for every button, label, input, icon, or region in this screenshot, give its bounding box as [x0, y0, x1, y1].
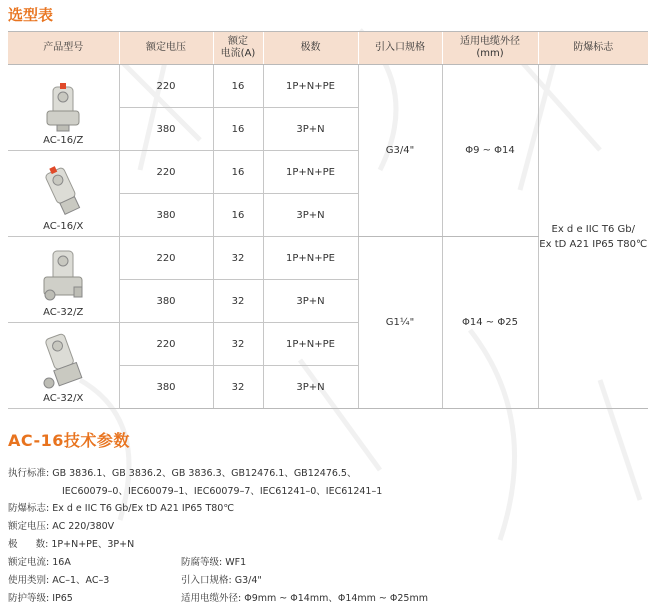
product-model-label: AC-16/Z — [43, 135, 84, 146]
entry-cell-16: G3/4" — [358, 65, 442, 237]
voltage-cell: 220 — [119, 151, 213, 194]
spec-section-title: AC-16技术参数 — [8, 431, 130, 450]
spec-ex-mark — [8, 500, 234, 514]
poles-cell: 1P+N+PE — [263, 323, 358, 366]
spec-value: AC 220/380V — [52, 521, 115, 532]
socket-product-image — [39, 331, 87, 391]
spec-label: 使用类别: — [8, 575, 50, 586]
poles-cell: 1P+N+PE — [263, 237, 358, 280]
entry-cell-32: G1¼" — [358, 237, 442, 409]
spec-value: Φ9mm ~ Φ14mm、Φ14mm ~ Φ25mm — [244, 593, 428, 604]
voltage-cell: 380 — [119, 366, 213, 409]
spec-label: 适用电缆外径: — [181, 593, 242, 604]
spec-label: 执行标准: — [8, 468, 50, 479]
spec-poles — [8, 536, 134, 550]
poles-cell: 3P+N — [263, 280, 358, 323]
spec-standard-cont — [62, 483, 382, 497]
ex-mark-cell — [538, 65, 648, 409]
header-voltage: 额定电压 — [119, 32, 213, 65]
poles-cell: 3P+N — [263, 108, 358, 151]
voltage-cell: 380 — [119, 280, 213, 323]
header-entry: 引入口规格 — [358, 32, 442, 65]
current-cell: 32 — [213, 280, 263, 323]
ex-mark-line2: Ex tD A21 IP65 T80℃ — [539, 238, 648, 250]
poles-cell: 1P+N+PE — [263, 65, 358, 108]
spec-category — [8, 572, 109, 586]
product-model-label: AC-16/X — [43, 221, 84, 232]
spec-value: GB 3836.1、GB 3836.2、GB 3836.3、GB12476.1、GB12476.5、 — [52, 468, 357, 479]
socket-product-image — [41, 163, 85, 219]
current-cell: 16 — [213, 108, 263, 151]
spec-label: 额定电流: — [8, 557, 50, 568]
header-current: 额定 电流(A) — [213, 32, 263, 65]
voltage-cell: 220 — [119, 65, 213, 108]
spec-label: 引入口规格: — [181, 575, 232, 586]
spec-value: 16A — [52, 557, 71, 568]
table-row — [8, 65, 648, 108]
spec-value: G3/4" — [234, 575, 262, 586]
poles-cell: 1P+N+PE — [263, 151, 358, 194]
spec-voltage — [8, 518, 114, 532]
product-model-label: AC-32/X — [43, 393, 84, 404]
spec-value: AC–1、AC–3 — [52, 575, 110, 586]
poles-cell: 3P+N — [263, 366, 358, 409]
header-poles: 极数 — [263, 32, 358, 65]
voltage-cell: 220 — [119, 323, 213, 366]
product-model-label: AC-32/Z — [43, 307, 84, 318]
spec-label: 防护等级: — [8, 593, 50, 604]
product-cell-ac32z — [8, 237, 119, 323]
voltage-cell: 220 — [119, 237, 213, 280]
spec-current — [8, 554, 71, 568]
spec-value: IP65 — [52, 593, 73, 604]
spec-label: 极 数: — [8, 539, 49, 550]
poles-cell: 3P+N — [263, 194, 358, 237]
spec-label: 额定电压: — [8, 521, 50, 532]
header-ex-mark: 防爆标志 — [538, 32, 648, 65]
spec-protection — [8, 590, 73, 604]
voltage-cell: 380 — [119, 108, 213, 151]
voltage-cell: 380 — [119, 194, 213, 237]
selection-table-title: 选型表 — [8, 6, 54, 24]
current-cell: 16 — [213, 194, 263, 237]
ex-mark-line1: Ex d e IIC T6 Gb/ — [551, 223, 635, 235]
table-header-row — [8, 32, 648, 65]
spec-label: 防爆标志: — [8, 503, 50, 514]
product-cell-ac32x — [8, 323, 119, 409]
spec-value: IEC60079–0、IEC60079–1、IEC60079–7、IEC61241–0、IEC61241–1 — [62, 486, 383, 497]
spec-value: 1P+N+PE、3P+N — [51, 539, 135, 550]
current-cell: 32 — [213, 237, 263, 280]
current-cell: 16 — [213, 65, 263, 108]
cable-cell-32: Φ14 ~ Φ25 — [442, 237, 538, 409]
product-cell-ac16x — [8, 151, 119, 237]
header-model: 产品型号 — [8, 32, 119, 65]
spec-value: Ex d e IIC T6 Gb/Ex tD A21 IP65 T80℃ — [52, 503, 235, 514]
socket-product-image — [41, 81, 85, 133]
current-cell: 16 — [213, 151, 263, 194]
current-cell: 32 — [213, 366, 263, 409]
spec-label: 防腐等级: — [181, 557, 223, 568]
spec-entry — [181, 572, 262, 586]
cable-cell-16: Φ9 ~ Φ14 — [442, 65, 538, 237]
spec-corrosion — [181, 554, 246, 568]
selection-table — [8, 31, 648, 409]
product-cell-ac16z — [8, 65, 119, 151]
current-cell: 32 — [213, 323, 263, 366]
socket-product-image — [38, 247, 88, 305]
spec-value: WF1 — [225, 557, 247, 568]
spec-standard — [8, 465, 356, 479]
spec-cable — [181, 590, 428, 604]
header-cable: 适用电缆外径 (mm) — [442, 32, 538, 65]
